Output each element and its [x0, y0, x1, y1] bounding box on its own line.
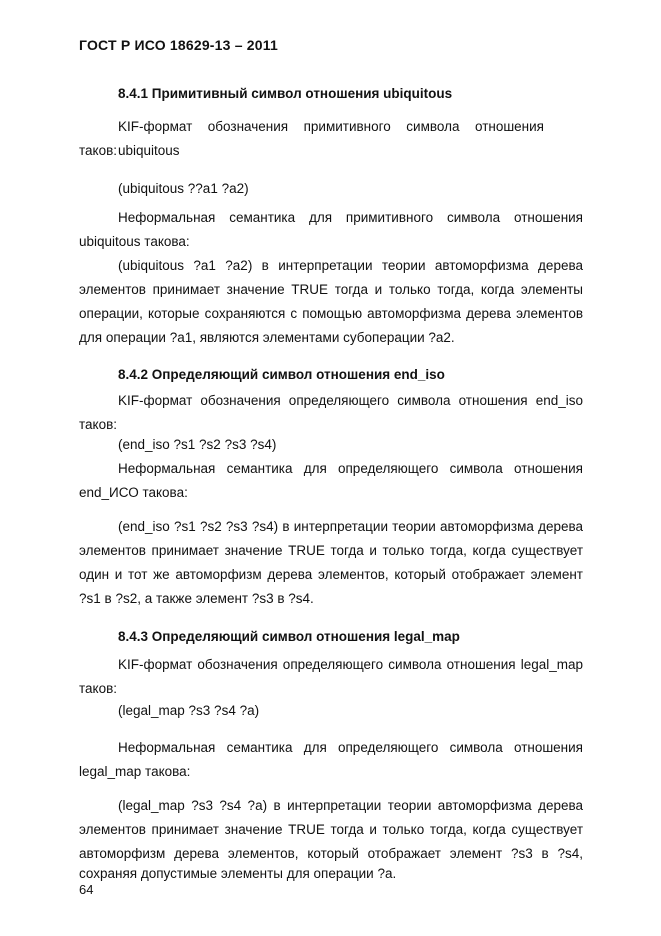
- formula: (end_iso ?s1 ?s2 ?s3 ?s4): [118, 437, 277, 452]
- desc-line: операции, которые сохраняются с помощью автоморфизма дерева элементов: [79, 306, 583, 321]
- desc-line: автоморфизм дерева элементов, который отображает элемент ?s3 в ?s4,: [79, 846, 583, 861]
- semantics-line2: ubiquitous такова:: [79, 234, 190, 249]
- section-heading-843: 8.4.3 Определяющий символ отношения legal_map: [118, 629, 460, 644]
- document-header: ГОСТ Р ИСО 18629-13 – 2011: [79, 37, 278, 53]
- desc-line: элементов принимает значение TRUE тогда и только тогда, когда существует: [79, 822, 583, 837]
- section-heading-842: 8.4.2 Определяющий символ отношения end_iso: [118, 367, 445, 382]
- semantics-line1: Неформальная семантика для примитивного символа отношения: [118, 210, 583, 225]
- desc-line: элементов принимает значение TRUE тогда и только тогда, когда существует: [79, 543, 583, 558]
- kif-text-line1: KIF-формат обозначения определяющего символа отношения legal_map: [118, 657, 583, 672]
- desc-line: ?s1 в ?s2, а также элемент ?s3 в ?s4.: [79, 591, 314, 606]
- formula: (legal_map ?s3 ?s4 ?a): [118, 703, 260, 718]
- semantics-line2: legal_map такова:: [79, 764, 191, 779]
- desc-line: один и тот же автоморфизм дерева элементов, который отображает элемент: [79, 567, 583, 582]
- semantics-line2: end_ИСО такова:: [79, 485, 188, 500]
- kif-text-line1: KIF-формат обозначения определяющего символа отношения end_iso: [118, 393, 583, 408]
- desc-line: элементов принимает значение TRUE тогда и только тогда, когда элементы: [79, 282, 583, 297]
- formula: (ubiquitous ??a1 ?a2): [118, 181, 249, 196]
- semantics-line1: Неформальная семантика для определяющего символа отношения: [118, 461, 583, 476]
- kif-text-line2: таков:: [79, 681, 118, 696]
- desc-line: (end_iso ?s1 ?s2 ?s3 ?s4) в интерпретации теории автоморфизма дерева: [118, 519, 583, 534]
- kif-text-line2: таков:: [79, 143, 118, 158]
- semantics-line1: Неформальная семантика для определяющего символа отношения: [118, 740, 583, 755]
- desc-line: для операции ?a1, являются элементами субоперации ?a2.: [79, 330, 455, 345]
- desc-line: (ubiquitous ?a1 ?a2) в интерпретации теории автоморфизма дерева: [118, 258, 583, 273]
- desc-line: (legal_map ?s3 ?s4 ?a) в интерпретации теории автоморфизма дерева: [118, 798, 583, 813]
- desc-line: сохраняя допустимые элементы для операции ?a.: [79, 866, 397, 881]
- kif-text-line2: таков:: [79, 417, 118, 432]
- kif-text: KIF-формат обозначения примитивного символа отношения ubiquitous: [118, 119, 544, 158]
- section-heading-841: 8.4.1 Примитивный символ отношения ubiquitous: [118, 86, 453, 101]
- page-number: 64: [79, 882, 94, 897]
